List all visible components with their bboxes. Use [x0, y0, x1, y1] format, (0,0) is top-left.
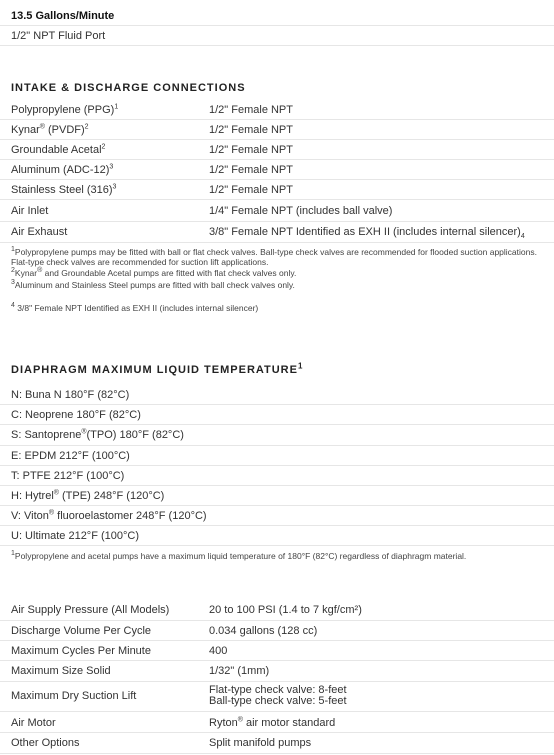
intake-value: 1/2" Female NPT	[209, 184, 293, 196]
footnote-4: $^4$ 3/8" Female NPT Identified as EXH II (includes internal silencer)	[11, 302, 259, 313]
spec-row	[0, 600, 554, 621]
intake-row	[0, 140, 554, 160]
intake-value: 1/2" Female NPT	[209, 124, 293, 136]
intake-value: 1/2" Female NPT	[209, 164, 293, 176]
diaphragm-text: U: Ultimate 212°F (100°C)	[11, 530, 140, 542]
intake-row	[0, 160, 554, 180]
diaphragm-text: C: Neoprene 180°F (82°C)	[11, 409, 141, 421]
footnote-2: $^2$Kynar® and Groundable Acetal pumps are fitted with flat check valves only.	[11, 267, 297, 278]
spec-label: Air Motor	[11, 717, 56, 729]
intake-label: Polypropylene (PPG)$^1$	[11, 103, 119, 116]
diaphragm-row	[0, 466, 554, 486]
diaphragm-row	[0, 526, 554, 546]
intake-row	[0, 222, 554, 243]
spec-row	[0, 641, 554, 661]
fluid-port: 1/2" NPT Fluid Port	[11, 30, 106, 42]
spec-label: Maximum Dry Suction Lift	[11, 690, 137, 702]
diaphragm-footnote: $^1$Polypropylene and acetal pumps have a maximum liquid temperature of 180°F (82°C) regardless of diaphragm material.	[11, 550, 467, 561]
intake-label: Kynar® (PVDF)$^2$	[11, 123, 89, 136]
spec-value: 20 to 100 PSI (1.4 to 7 kgf/cm²)	[209, 604, 362, 616]
intake-row	[0, 180, 554, 200]
spec-label: Maximum Cycles Per Minute	[11, 645, 151, 657]
spec-value: 1/32" (1mm)	[209, 665, 270, 677]
intake-value: 3/8" Female NPT Identified as EXH II (includes internal $silencer)_4$	[209, 226, 525, 241]
diaphragm-row	[0, 506, 554, 526]
spec-value: 0.034 gallons (128 cc)	[209, 625, 318, 637]
spec-label: Maximum Size Solid	[11, 665, 111, 677]
intake-label: Stainless Steel $(316)^3$	[11, 183, 117, 196]
intake-label: Aluminum $(ADC-12)^3$	[11, 163, 114, 176]
flow-row	[0, 7, 554, 26]
spec-row	[0, 682, 554, 712]
diaphragm-text: T: PTFE 212°F (100°C)	[11, 470, 125, 482]
intake-value: 1/2" Female NPT	[209, 144, 293, 156]
diaphragm-row	[0, 405, 554, 425]
spec-row	[0, 661, 554, 682]
spec-value: Split manifold pumps	[209, 737, 312, 749]
spec-label: Air Supply Pressure (All Models)	[11, 604, 170, 616]
intake-label: Air Exhaust	[11, 226, 68, 238]
intake-heading: INTAKE & DISCHARGE CONNECTIONS	[11, 82, 246, 94]
spec-row	[0, 621, 554, 641]
intake-row	[0, 201, 554, 222]
diaphragm-text: H: Hytrel® (TPE) 248°F (120°C)	[11, 489, 165, 502]
intake-label: Air Inlet	[11, 205, 49, 217]
port-row	[0, 27, 554, 46]
spec-value: Ryton® air motor standard	[209, 716, 336, 729]
diaphragm-row	[0, 425, 554, 446]
diaphragm-text: N: Buna N 180°F (82°C)	[11, 389, 130, 401]
intake-row	[0, 100, 554, 120]
intake-row	[0, 120, 554, 140]
diaphragm-row	[0, 486, 554, 506]
diaphragm-row	[0, 385, 554, 405]
spec-row	[0, 733, 554, 754]
diaphragm-text: S: Santoprene®(TPO) 180°F (82°C)	[11, 428, 184, 441]
diaphragm-text: V: Viton® fluoroelastomer 248°F (120°C)	[11, 509, 207, 522]
spec-label: Other Options	[11, 737, 80, 749]
spec-row	[0, 712, 554, 733]
footnote-1: $^1$Polypropylene pumps may be fitted with ball or flat check valves. Ball-type check valves are recommended for flooded suction applications. Flat-type check valves are recommended for suction lift applications.	[11, 246, 537, 267]
flow-rate: 13.5 Gallons/Minute	[11, 10, 115, 22]
diaphragm-heading: DIAPHRAGM MAXIMUM LIQUID TEMPERATURE$^1$	[11, 361, 303, 376]
diaphragm-row	[0, 446, 554, 466]
spec-label: Discharge Volume Per Cycle	[11, 625, 152, 637]
footnote-3: $^3$Aluminum and Stainless Steel pumps are fitted with ball check valves only.	[11, 279, 295, 290]
diaphragm-text: E: EPDM 212°F (100°C)	[11, 450, 130, 462]
intake-value: 1/4" Female NPT (includes ball valve)	[209, 205, 393, 217]
intake-value: 1/2" Female NPT	[209, 104, 293, 116]
spec-value: 400	[209, 645, 228, 657]
intake-label: Groundable Acetal$^2$	[11, 143, 106, 156]
spec-value: Flat-type check valve: 8-feet Ball-type check valve: 5-feet	[209, 684, 347, 707]
